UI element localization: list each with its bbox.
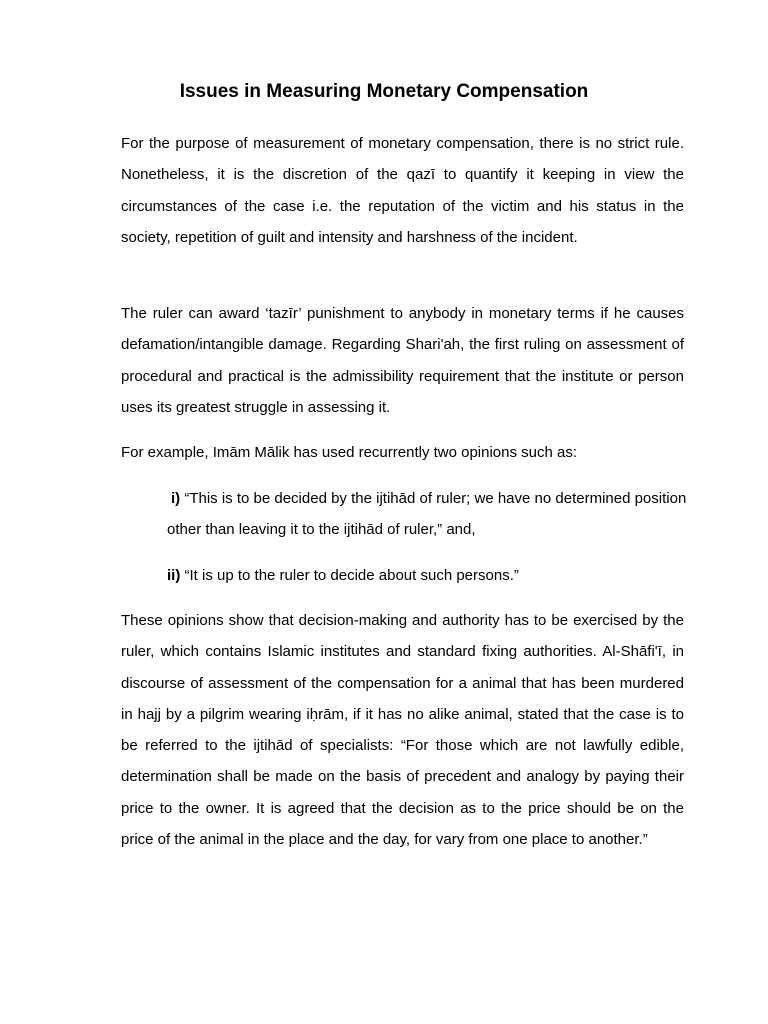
page-title: Issues in Measuring Monetary Compensation bbox=[179, 81, 589, 102]
quote-item-i bbox=[167, 483, 687, 545]
quote-item-ii bbox=[167, 560, 687, 591]
paragraph-measurement: For the purpose of measurement of monetary compensation, there is no strict rule. Nonetheless, it is the discretion of the qazī to quantify it keeping in view the circumstances of the case i.e. the reputation of the victim and his status in the society, repetition of guilt and intensity and harshness of the incident. bbox=[121, 135, 684, 246]
paragraph-ruler-tazir: The ruler can award ‘tazīr’ punishment to anybody in monetary terms if he causes defamation/intangible damage. Regarding Shari'ah, the first ruling on assessment of procedural and practical is the admissibility requirement that the institute or person uses its greatest struggle in assessing it. bbox=[121, 305, 684, 416]
quote-marker-i: i) bbox=[171, 490, 181, 507]
quote-marker-ii: ii) bbox=[167, 567, 181, 584]
paragraph-al-shafii: These opinions show that decision-making and authority has to be exercised by the ruler, which contains Islamic institutes and standard fixing authorities. Al-Shāfi'ī, in discourse of assessment of the compensation for a animal that has been murdered in hajj by a pilgrim wearing iḥrām, if it has no alike animal, stated that the case is to be referred to the ijtihād of specialists: “For those which are not lawfully edible, determination shall be made on the basis of precedent and analogy by paying their price to the owner. It is agreed that the decision as to the price should be on the price of the animal in the place and the day, for vary from one place to another.” bbox=[121, 612, 684, 849]
paragraph-imam-malik-intro: For example, Imām Mālik has used recurrently two opinions such as: bbox=[121, 444, 578, 461]
quote-text-ii: “It is up to the ruler to decide about such persons.” bbox=[184, 567, 519, 584]
quote-text-i: “This is to be decided by the ijtihād of ruler; we have no determined position other than leaving it to the ijtihād of ruler,” and, bbox=[167, 490, 687, 538]
